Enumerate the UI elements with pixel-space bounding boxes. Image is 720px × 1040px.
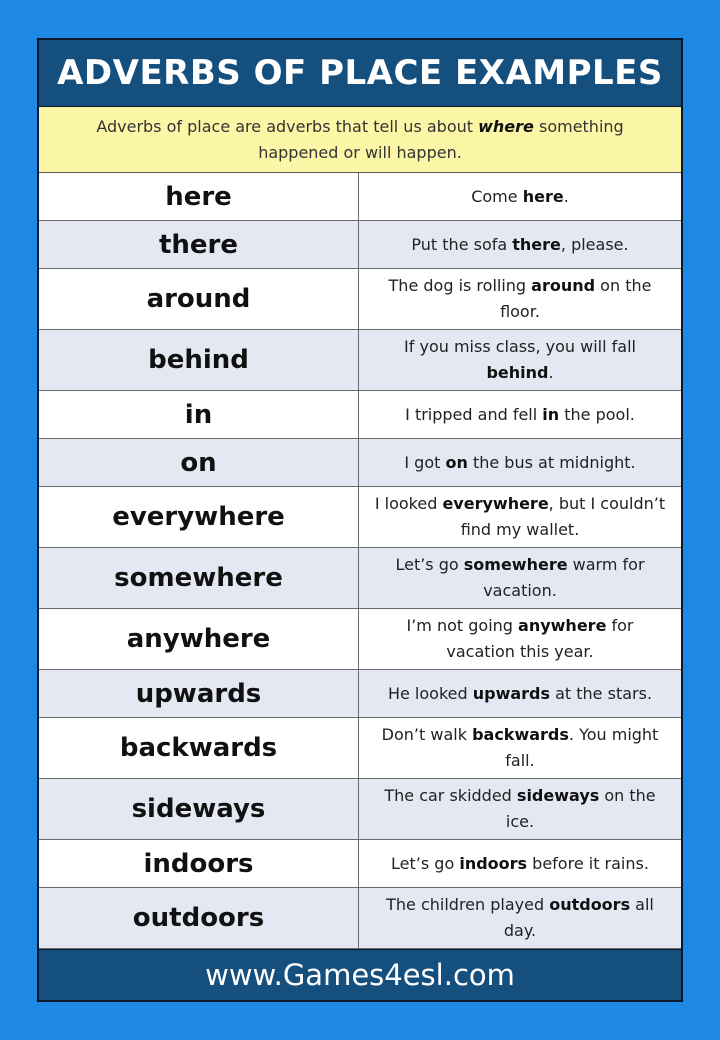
example-before: I tripped and fell	[405, 404, 543, 424]
example-before: Come	[471, 186, 523, 206]
example-sentence	[359, 779, 681, 839]
adverb-word: there	[39, 221, 359, 268]
example-before: Don’t walk	[381, 725, 473, 744]
example-after: before it rains.	[527, 853, 649, 873]
table-row	[39, 391, 681, 439]
adverb-word: upwards	[39, 670, 359, 717]
adverb-word: outdoors	[39, 888, 359, 948]
table-row	[39, 439, 681, 487]
adverb-word: somewhere	[39, 548, 359, 608]
example-sentence	[359, 487, 681, 547]
example-sentence	[359, 439, 681, 486]
adverb-word: backwards	[39, 718, 359, 778]
adverbs-card	[37, 38, 683, 1002]
adverb-word: in	[39, 391, 359, 438]
example-sentence	[359, 718, 681, 778]
example-adverb: indoors	[459, 853, 528, 873]
table-row	[39, 609, 681, 670]
adverb-word: around	[39, 269, 359, 329]
example-adverb: outdoors	[549, 895, 631, 914]
example-adverb: somewhere	[463, 555, 568, 574]
example-adverb: sideways	[516, 786, 600, 805]
example-adverb: there	[512, 234, 561, 254]
table-row	[39, 548, 681, 609]
intro-text	[39, 107, 681, 173]
example-after: , but I couldn’t find my wallet.	[460, 494, 666, 539]
adverb-word: here	[39, 173, 359, 220]
example-sentence	[359, 221, 681, 268]
example-adverb: here	[522, 186, 564, 206]
example-adverb: behind	[486, 363, 549, 382]
example-adverb: upwards	[472, 683, 551, 703]
example-after: on the ice.	[505, 786, 656, 831]
example-sentence	[359, 330, 681, 390]
example-sentence	[359, 840, 681, 887]
adverb-word: anywhere	[39, 609, 359, 669]
example-after: .	[563, 186, 569, 206]
example-after: warm for vacation.	[483, 555, 645, 600]
example-after: .	[548, 363, 554, 382]
example-adverb: backwards	[472, 725, 569, 744]
table-row	[39, 269, 681, 330]
example-sentence	[359, 391, 681, 438]
example-sentence	[359, 670, 681, 717]
example-after: the pool.	[559, 404, 635, 424]
adverb-word: everywhere	[39, 487, 359, 547]
example-adverb: in	[542, 404, 560, 424]
example-sentence	[359, 548, 681, 608]
table-row	[39, 888, 681, 949]
table-row	[39, 840, 681, 888]
example-sentence	[359, 173, 681, 220]
example-after: for vacation this year.	[446, 616, 634, 661]
example-before: Put the sofa	[411, 234, 513, 254]
example-before: If you miss class, you will fall	[404, 337, 636, 356]
adverb-word: sideways	[39, 779, 359, 839]
example-after: at the stars.	[550, 683, 653, 703]
example-after: , please.	[560, 234, 629, 254]
example-before: Let’s go	[395, 555, 464, 574]
example-after: the bus at midnight.	[467, 452, 636, 472]
adverb-table	[39, 173, 681, 949]
example-adverb: on	[445, 452, 468, 472]
example-before: The dog is rolling	[388, 276, 532, 295]
example-after: . You might fall.	[505, 725, 659, 770]
example-before: The children played	[386, 895, 550, 914]
example-before: He looked	[387, 683, 473, 703]
table-row	[39, 779, 681, 840]
table-row	[39, 173, 681, 221]
table-row	[39, 670, 681, 718]
example-before: The car skidded	[384, 786, 517, 805]
example-after: all day.	[503, 895, 654, 940]
example-before: Let’s go	[391, 853, 460, 873]
example-before: I’m not going	[406, 616, 519, 635]
adverb-word: on	[39, 439, 359, 486]
table-row	[39, 718, 681, 779]
intro-before: Adverbs of place are adverbs that tell us about	[96, 116, 479, 136]
example-sentence	[359, 269, 681, 329]
adverb-word: indoors	[39, 840, 359, 887]
table-row	[39, 221, 681, 269]
footer-url[interactable]: www.Games4esl.com	[39, 949, 681, 1000]
adverb-word: behind	[39, 330, 359, 390]
table-row	[39, 330, 681, 391]
intro-emphasis: where	[478, 116, 534, 136]
example-before: I got	[404, 452, 446, 472]
example-after: on the floor.	[500, 276, 652, 321]
table-row	[39, 487, 681, 548]
example-adverb: anywhere	[518, 616, 607, 635]
page-title: ADVERBS OF PLACE EXAMPLES	[39, 40, 681, 107]
intro-after: something happened or will happen.	[258, 116, 624, 162]
example-adverb: everywhere	[442, 494, 549, 513]
example-adverb: around	[531, 276, 596, 295]
example-before: I looked	[374, 494, 443, 513]
example-sentence	[359, 888, 681, 948]
example-sentence	[359, 609, 681, 669]
